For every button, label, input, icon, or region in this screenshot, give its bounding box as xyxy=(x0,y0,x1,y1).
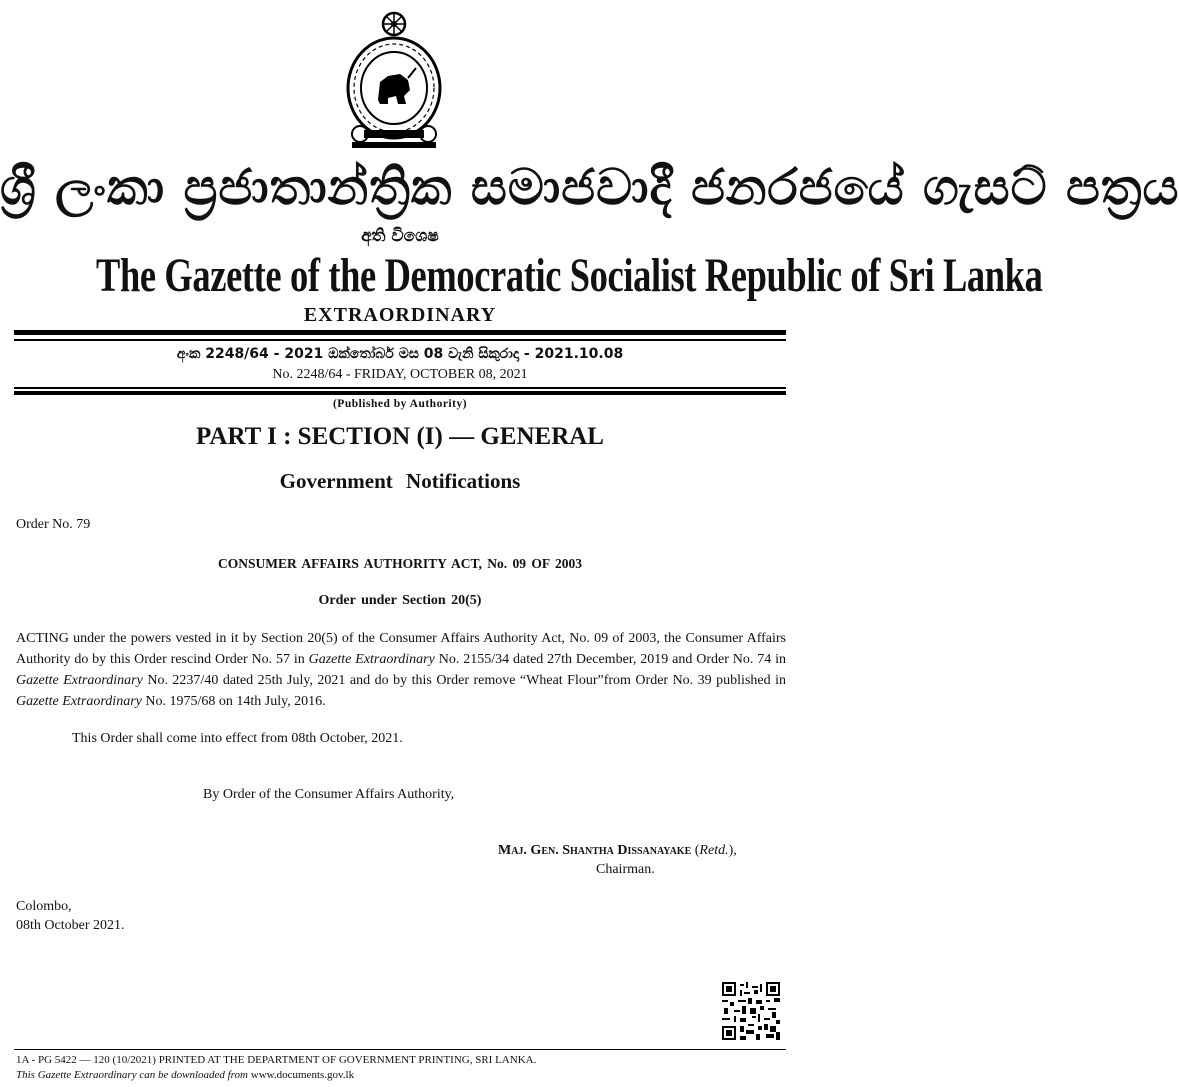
masthead-rule-top xyxy=(14,330,786,335)
published-by-authority: (Published by Authority) xyxy=(332,398,468,410)
section-heading: Government Notifications xyxy=(279,469,521,493)
issue-rule-thick xyxy=(14,391,786,395)
extraordinary-label: EXTRAORDINARY xyxy=(303,304,497,326)
order-number: Order No. 79 xyxy=(16,517,91,532)
documents-link[interactable]: www.documents.gov.lk xyxy=(250,1069,355,1081)
order-under-section: Order under Section 20(5) xyxy=(318,593,482,608)
sinhala-gazette-title: ශ්‍රී ලංකා ප්‍රජාතාන්ත්‍රික සමාජවාදී ජනරජයේ ගැසට් පත්‍රය xyxy=(0,158,1179,216)
by-order-line: By Order of the Consumer Affairs Authority, xyxy=(203,787,455,802)
sri-lanka-emblem-icon xyxy=(342,10,446,150)
place: Colombo, xyxy=(16,899,72,914)
act-title: CONSUMER AFFAIRS AUTHORITY ACT, No. 09 OF 2003 xyxy=(218,556,582,571)
date: 08th October 2021. xyxy=(16,918,125,933)
effective-date-sentence: This Order shall come into effect from 08th October, 2021. xyxy=(72,731,403,746)
footer-rule xyxy=(14,1049,786,1050)
ati-visesha-label: අති විශෙෂ xyxy=(361,226,439,246)
signatory-title: Chairman. xyxy=(596,862,655,877)
english-gazette-title: The Gazette of the Democratic Socialist Republic of Sri Lanka xyxy=(96,249,1043,302)
order-body-paragraph: ACTING under the powers vested in it by Section 20(5) of the Consumer Affairs Authority Act, No. 09 of 2003, the Consumer Affairs Authority do by this Order rescind Order No. 57 in Gazette Extraordinary No. 2155/34 dated 27th December, 2019 and Order No. 74 in Gazette Extraordinary No. 2237/40 dated 25th July, 2021 and do by this Order remove “Wheat Flour”from Order No. 39 published in Gazette Extraordinary No. 1975/68 on 14th July, 2016. xyxy=(16,631,786,709)
masthead-rule-thin xyxy=(14,339,786,341)
issue-rule-thin xyxy=(14,387,786,389)
download-footer: This Gazette Extraordinary can be downloaded from www.documents.gov.lk xyxy=(16,1069,355,1081)
printing-footer: 1A - PG 5422 — 120 (10/2021) PRINTED AT THE DEPARTMENT OF GOVERNMENT PRINTING, SRI LANKA. xyxy=(16,1054,537,1066)
issue-line-sinhala: අංක 2248/64 - 2021 ඔක්තෝබර් මස 08 වැනි සිකුරාදා - 2021.10.08 xyxy=(176,346,624,362)
signatory-name: Maj. Gen. Shantha Dissanayake (Retd.), xyxy=(498,843,737,858)
part-heading: PART I : SECTION (I) — GENERAL xyxy=(196,423,604,450)
qr-code-icon xyxy=(722,982,780,1040)
issue-line-english: No. 2248/64 - FRIDAY, OCTOBER 08, 2021 xyxy=(272,367,528,382)
